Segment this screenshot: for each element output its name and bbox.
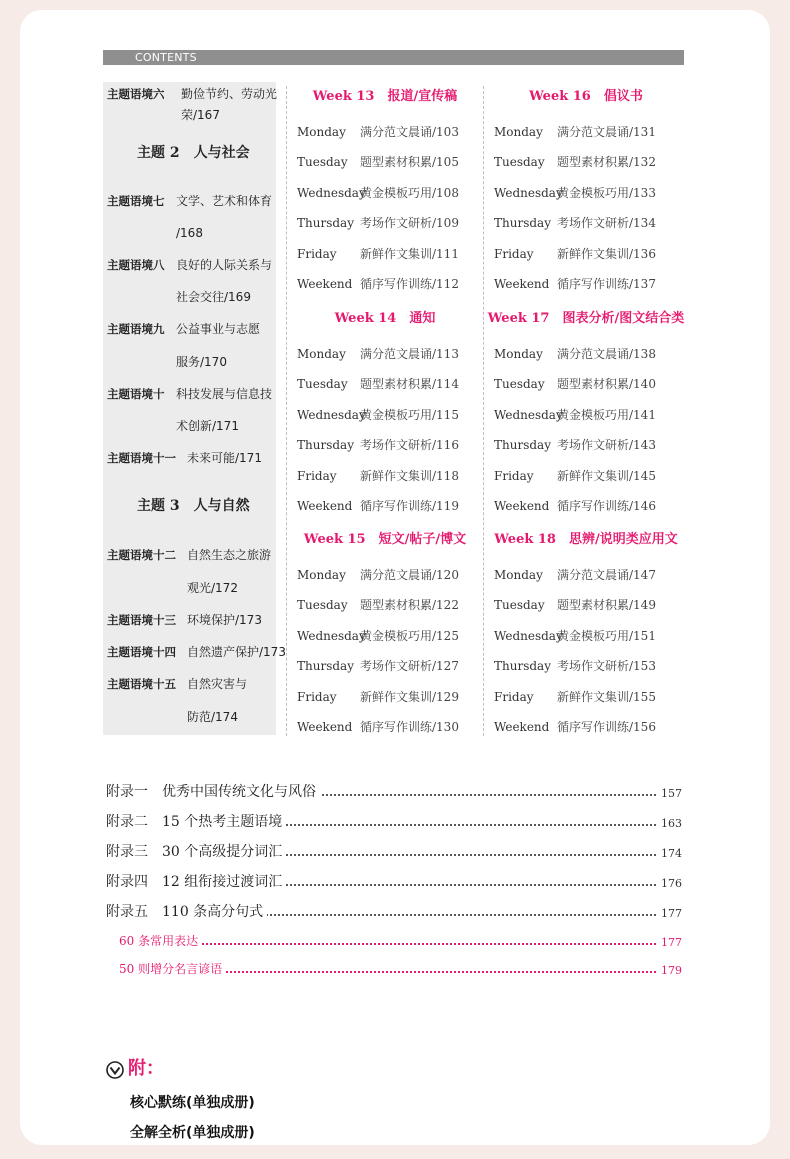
lesson-entry[interactable]: 题型素材积累/122: [360, 598, 459, 612]
week-title: Week 13 报道/宣传稿: [312, 89, 458, 104]
supplement-item: 核心默练(单独成册): [130, 1095, 255, 1111]
context-text: 文学、艺术和体育: [176, 194, 273, 208]
week-title: Week 14 通知: [334, 311, 436, 326]
lesson-entry[interactable]: 考场作文研析/143: [557, 438, 656, 452]
lesson-entry[interactable]: 黄金模板巧用/141: [557, 408, 656, 422]
context-text: 未来可能/171: [187, 451, 262, 465]
supplement-item: 全解全析(单独成册): [130, 1125, 255, 1141]
lesson-entry[interactable]: 循序写作训练/119: [360, 499, 459, 513]
day-label: Friday: [494, 690, 534, 704]
day-label: Monday: [494, 347, 543, 361]
week-title: Week 17 图表分析/图文结合类: [487, 311, 685, 326]
appendix-subentry[interactable]: [106, 960, 682, 980]
lesson-entry[interactable]: 循序写作训练/130: [360, 720, 459, 734]
appendix-title: 附录五 110 条高分句式: [106, 903, 267, 921]
lesson-entry[interactable]: 满分范文晨诵/113: [360, 347, 459, 361]
appendix-entry[interactable]: [106, 903, 682, 923]
context-label: 主题语境十五: [107, 677, 176, 691]
lesson-entry[interactable]: 黄金模板巧用/108: [360, 186, 459, 200]
lesson-entry[interactable]: 黄金模板巧用/151: [557, 629, 656, 643]
appendix-subtitle: 50 则增分名言谚语: [119, 960, 226, 978]
day-label: Friday: [494, 247, 534, 261]
lesson-entry[interactable]: 循序写作训练/112: [360, 277, 459, 291]
column-divider: [286, 86, 287, 736]
day-label: Wednesday: [297, 186, 366, 200]
context-text: 服务/170: [176, 355, 227, 369]
day-label: Friday: [494, 469, 534, 483]
appendix-title: 附录三 30 个高级提分词汇: [106, 843, 286, 861]
lesson-entry[interactable]: 新鲜作文集训/155: [557, 690, 656, 704]
lesson-entry[interactable]: 满分范文晨诵/120: [360, 568, 459, 582]
day-label: Friday: [297, 247, 337, 261]
context-text: 良好的人际关系与: [176, 258, 273, 272]
day-label: Weekend: [494, 277, 550, 291]
lesson-entry[interactable]: 题型素材积累/105: [360, 155, 459, 169]
day-label: Weekend: [494, 720, 550, 734]
day-label: Weekend: [297, 277, 353, 291]
lesson-entry[interactable]: 满分范文晨诵/147: [557, 568, 656, 582]
lesson-entry[interactable]: 题型素材积累/149: [557, 598, 656, 612]
day-label: Weekend: [297, 499, 353, 513]
lesson-entry[interactable]: 满分范文晨诵/138: [557, 347, 656, 361]
day-label: Thursday: [297, 216, 354, 230]
lesson-entry[interactable]: 新鲜作文集训/136: [557, 247, 656, 261]
lesson-entry[interactable]: 黄金模板巧用/125: [360, 629, 459, 643]
appendix-entry[interactable]: [106, 813, 682, 833]
day-label: Tuesday: [494, 598, 545, 612]
chevron-down-circle-icon: [106, 1061, 124, 1079]
context-label: 主题语境九: [107, 322, 165, 336]
day-label: Monday: [494, 125, 543, 139]
appendix-page: 157: [657, 787, 682, 801]
context-text: 科技发展与信息技: [176, 387, 273, 401]
context-text: 观光/172: [187, 581, 238, 595]
context-label: 主题语境十四: [107, 645, 176, 659]
day-label: Tuesday: [297, 377, 348, 391]
context-label: 主题语境八: [107, 258, 165, 272]
lesson-entry[interactable]: 循序写作训练/146: [557, 499, 656, 513]
lesson-entry[interactable]: 题型素材积累/132: [557, 155, 656, 169]
day-label: Wednesday: [494, 186, 563, 200]
column-divider: [483, 86, 484, 736]
lesson-entry[interactable]: 考场作文研析/109: [360, 216, 459, 230]
appendix-entry[interactable]: [106, 843, 682, 863]
context-label: 主题语境十: [107, 387, 165, 401]
week-title: Week 15 短文/帖子/博文: [303, 532, 467, 547]
context-text: 术创新/171: [176, 419, 239, 433]
theme-heading: 主题 2 人与社会: [137, 145, 250, 161]
week-title: Week 16 倡议书: [529, 89, 643, 104]
theme-heading: 主题 3 人与自然: [137, 498, 250, 514]
day-label: Weekend: [494, 499, 550, 513]
lesson-entry[interactable]: 考场作文研析/116: [360, 438, 459, 452]
day-label: Tuesday: [297, 598, 348, 612]
day-label: Thursday: [297, 659, 354, 673]
lesson-entry[interactable]: 新鲜作文集训/118: [360, 469, 459, 483]
day-label: Thursday: [297, 438, 354, 452]
context-label: 主题语境六: [107, 87, 165, 101]
context-label: 主题语境十二: [107, 548, 176, 562]
appendix-page: 179: [657, 964, 682, 978]
context-text: 自然生态之旅游: [187, 548, 272, 562]
lesson-entry[interactable]: 满分范文晨诵/131: [557, 125, 656, 139]
lesson-entry[interactable]: 题型素材积累/114: [360, 377, 459, 391]
day-label: Monday: [297, 347, 346, 361]
day-label: Friday: [297, 469, 337, 483]
contents-header: [103, 50, 684, 65]
appendix-page: 177: [657, 936, 682, 950]
lesson-entry[interactable]: 黄金模板巧用/133: [557, 186, 656, 200]
day-label: Wednesday: [494, 408, 563, 422]
lesson-entry[interactable]: 题型素材积累/140: [557, 377, 656, 391]
lesson-entry[interactable]: 黄金模板巧用/115: [360, 408, 459, 422]
day-label: Monday: [297, 125, 346, 139]
day-label: Friday: [297, 690, 337, 704]
day-label: Wednesday: [297, 408, 366, 422]
appendix-page: 174: [657, 847, 682, 861]
lesson-entry[interactable]: 满分范文晨诵/103: [360, 125, 459, 139]
day-label: Thursday: [494, 438, 551, 452]
lesson-entry[interactable]: 考场作文研析/134: [557, 216, 656, 230]
context-text: 公益事业与志愿: [176, 322, 261, 336]
day-label: Tuesday: [494, 155, 545, 169]
day-label: Wednesday: [297, 629, 366, 643]
context-text: 环境保护/173: [187, 613, 262, 627]
day-label: Monday: [297, 568, 346, 582]
lesson-entry[interactable]: 考场作文研析/153: [557, 659, 656, 673]
context-text: 勤俭节约、劳动光: [181, 87, 278, 101]
appendix-entry[interactable]: [106, 783, 682, 803]
appendix-title: 附录一 优秀中国传统文化与风俗: [106, 783, 320, 801]
day-label: Wednesday: [494, 629, 563, 643]
context-label: 主题语境十三: [107, 613, 176, 627]
day-label: Tuesday: [297, 155, 348, 169]
lesson-entry[interactable]: 新鲜作文集训/145: [557, 469, 656, 483]
lesson-entry[interactable]: 新鲜作文集训/129: [360, 690, 459, 704]
context-text: 社会交往/169: [176, 290, 251, 304]
day-label: Weekend: [297, 720, 353, 734]
appendix-title: 附录四 12 组衔接过渡词汇: [106, 873, 286, 891]
context-label: 主题语境十一: [107, 451, 176, 465]
appendix-page: 163: [657, 817, 682, 831]
theme-panel: [103, 82, 276, 735]
lesson-entry[interactable]: 循序写作训练/156: [557, 720, 656, 734]
contents-label: CONTENTS: [135, 51, 197, 64]
appendix-page: 176: [657, 877, 682, 891]
context-text: 自然遗产保护/173: [187, 645, 286, 659]
appendix-page: 177: [657, 907, 682, 921]
context-text: 自然灾害与: [187, 677, 248, 691]
week-title: Week 18 思辨/说明类应用文: [494, 532, 678, 547]
appendix-entry[interactable]: [106, 873, 682, 893]
day-label: Tuesday: [494, 377, 545, 391]
day-label: Thursday: [494, 216, 551, 230]
lesson-entry[interactable]: 循序写作训练/137: [557, 277, 656, 291]
appendix-subtitle: 60 条常用表达: [119, 932, 202, 950]
day-label: Thursday: [494, 659, 551, 673]
lesson-entry[interactable]: 新鲜作文集训/111: [360, 247, 459, 261]
context-text: /168: [176, 226, 203, 240]
appendix-title: 附录二 15 个热考主题语境: [106, 813, 286, 831]
context-text: 荣/167: [181, 108, 220, 122]
supplement-title: 附：: [128, 1058, 164, 1079]
context-text: 防范/174: [187, 710, 238, 724]
lesson-entry[interactable]: 考场作文研析/127: [360, 659, 459, 673]
context-label: 主题语境七: [107, 194, 165, 208]
day-label: Monday: [494, 568, 543, 582]
appendix-subentry[interactable]: [106, 932, 682, 952]
